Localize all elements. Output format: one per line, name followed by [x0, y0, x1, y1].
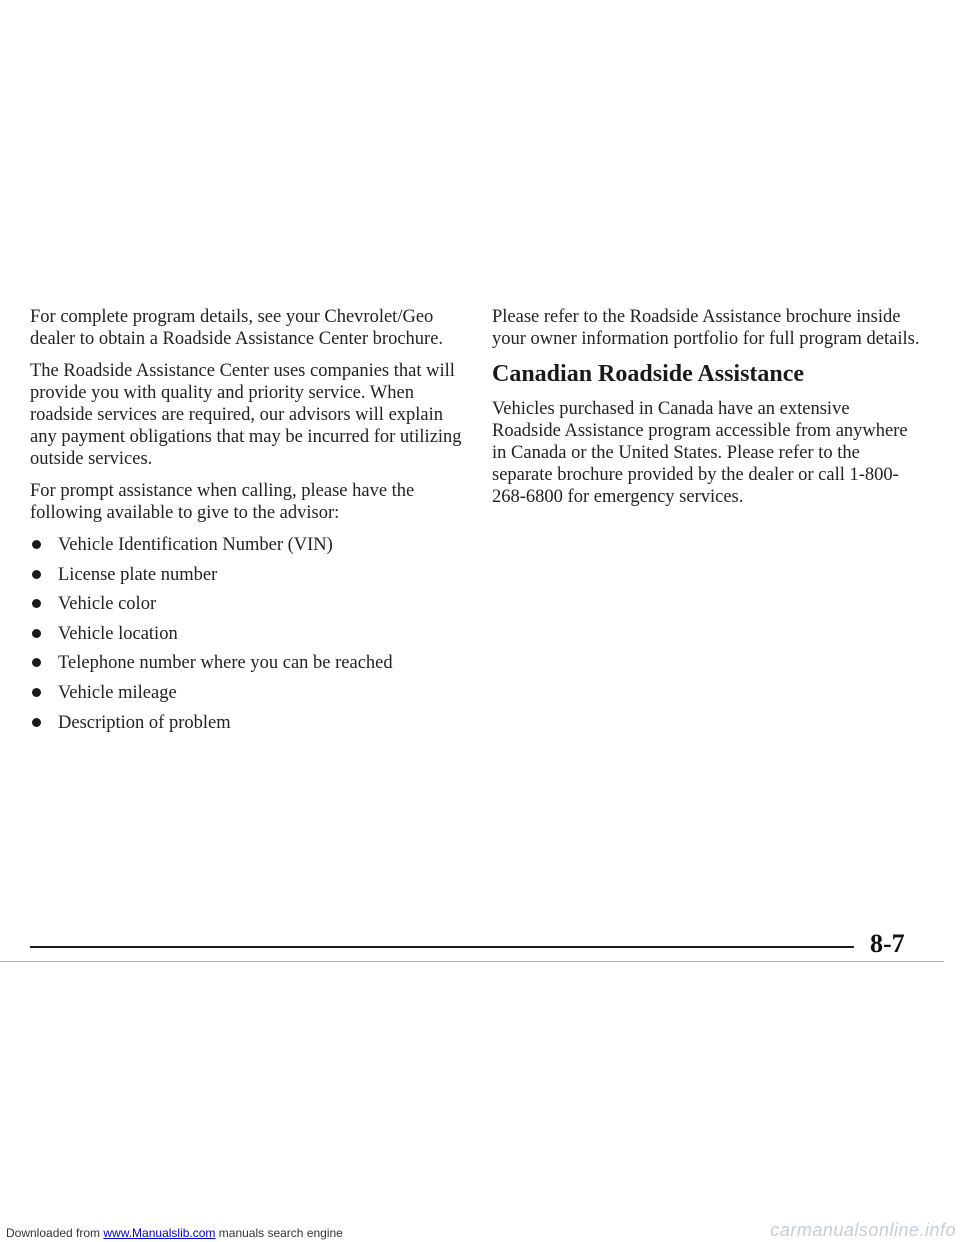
footer-rule	[30, 946, 854, 948]
paragraph-assistance-center: The Roadside Assistance Center uses companies that will provide you with quality and priority service. When roadside services are required, our advisors will explain any payment obligations that may be incurred for utilizing outside services.	[30, 361, 462, 469]
paragraph-prompt-assistance: For prompt assistance when calling, please have the following available to give to the advisor:	[30, 481, 415, 523]
bullet-icon	[32, 718, 41, 727]
bullet-icon	[32, 688, 41, 697]
watermark: carmanualsonline.info	[770, 1220, 956, 1240]
scan-divider	[0, 961, 944, 962]
manualslib-link[interactable]: www.Manualslib.com	[103, 1226, 216, 1240]
bullet-icon	[32, 540, 41, 549]
bullet-icon	[32, 658, 41, 667]
list-item: Description of problem	[30, 712, 470, 742]
list-item: Vehicle mileage	[30, 682, 470, 712]
section-heading: Canadian Roadside Assistance	[492, 361, 805, 387]
footer-prefix: Downloaded from	[6, 1226, 104, 1240]
page-number: 8-7	[870, 929, 905, 958]
list-item: Telephone number where you can be reached	[30, 652, 470, 682]
required-info-list	[30, 534, 470, 741]
bullet-icon	[32, 629, 41, 638]
right-column	[492, 306, 922, 518]
paragraph-program-details: For complete program details, see your Chevrolet/Geo dealer to obtain a Roadside Assistance Center brochure.	[30, 307, 444, 349]
bullet-icon	[32, 570, 41, 579]
list-item: Vehicle color	[30, 593, 470, 623]
download-footer	[6, 1226, 343, 1240]
paragraph-canadian-assistance: Vehicles purchased in Canada have an extensive Roadside Assistance program accessible from anywhere in Canada or the United States. Please refer to the separate brochure provided by the dealer or call 1-800-268-6800 for emergency services.	[492, 399, 908, 507]
bullet-icon	[32, 599, 41, 608]
paragraph-brochure-reference: Please refer to the Roadside Assistance brochure inside your owner information portfolio for full program details.	[492, 307, 920, 349]
left-column	[30, 306, 470, 741]
footer-suffix: manuals search engine	[215, 1226, 343, 1240]
list-item: Vehicle location	[30, 623, 470, 653]
list-item: License plate number	[30, 564, 470, 594]
list-item: Vehicle Identification Number (VIN)	[30, 534, 470, 564]
